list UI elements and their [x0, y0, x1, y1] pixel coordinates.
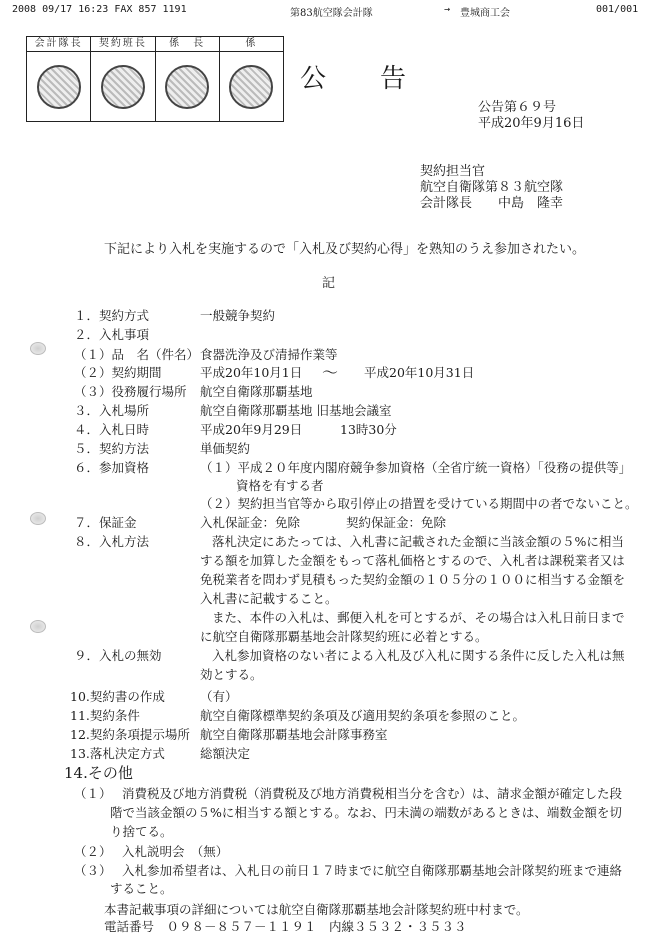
item-2-2-label: （２）契約期間 — [74, 365, 162, 380]
item-9-line: 効とする。 — [200, 667, 263, 682]
item-14-1-line: 階で当該金額の５%に相当する額とする。なお、円未満の端数があるときは、端数金額を切 — [110, 805, 622, 820]
item-4-label: ４．入札日時 — [74, 422, 150, 437]
item-8-line: 免税業者を問わず見積もった契約金額の１０５分の１００に相当する金額を — [200, 572, 626, 587]
item-8-line: また、本件の入札は、郵便入札を可とするが、その場合は入札日前日まで — [212, 610, 625, 625]
item-6-1-line1: （１）平成２０年度内閣府競争参加資格（全省庁統一資格）「役務の提供等」 — [200, 460, 632, 475]
item-12-label: 12.契約条項提示場所 — [70, 727, 190, 742]
item-2-3-value: 航空自衛隊那覇基地 — [200, 384, 313, 399]
item-2-label: ２．入札事項 — [74, 327, 150, 342]
approval-stamp-table — [26, 36, 284, 122]
stamp-header: 契約班長 — [91, 37, 154, 52]
item-14-3-number: （３） — [74, 863, 112, 878]
item-11-label: 11.契約条件 — [70, 708, 140, 723]
item-7-label: ７．保証金 — [74, 515, 137, 530]
item-10-value: （有） — [200, 689, 238, 704]
seal-stamp-icon — [37, 65, 81, 109]
item-8-line: する額を加算した金額をもって落札価格とするので、入札者は課税業者又は — [200, 553, 625, 568]
fax-page: 001/001 — [596, 4, 639, 15]
stamp-column-accounting-chief — [27, 37, 91, 121]
item-14-3-line: 入札参加希望者は、入札日の前日１７時までに航空自衛隊那覇基地会計隊契約班まで連絡 — [122, 863, 623, 878]
item-8-label: ８．入札方法 — [74, 534, 150, 549]
item-13-label: 13.落札決定方式 — [70, 746, 165, 761]
item-8-line: 落札決定にあたっては、入札書に記載された金額に当該金額の５%に相当 — [212, 534, 624, 549]
item-2-1-value: 食器洗浄及び清掃作業等 — [200, 347, 338, 362]
notice-date: 平成20年9月16日 — [478, 116, 585, 131]
item-8-line: 入札書に記載すること。 — [200, 591, 338, 606]
item-6-1-line2: 資格を有する者 — [236, 478, 324, 493]
item-11-value: 航空自衛隊標準契約条項及び適用契約条項を参照のこと。 — [200, 708, 526, 723]
issuer-name: 会計隊長 中島 隆幸 — [420, 196, 564, 211]
issuer-title: 契約担当官 — [420, 164, 486, 179]
item-14-1-line: 消費税及び地方消費税（消費税及び地方消費税相当分を含む）は、請求金額が確定した段 — [122, 786, 623, 801]
item-2-2-end: 平成20年10月31日 — [364, 365, 475, 380]
seal-stamp-icon — [101, 65, 145, 109]
notice-number: 公告第６９号 — [478, 100, 557, 115]
item-9-line: 入札参加資格のない者による入札及び入札に関する条件に反した入札は無 — [212, 648, 625, 663]
contact-phone: 電話番号 ０９８－８５７－１１９１ 内線３５３２・３５３３ — [104, 919, 467, 934]
item-2-1-label: （１）品 名（件名） — [74, 347, 200, 362]
item-3-value: 航空自衛隊那覇基地 旧基地会議室 — [200, 403, 392, 418]
punch-hole — [30, 512, 46, 525]
stamp-column-section-chief — [156, 37, 220, 121]
item-4-date: 平成20年9月29日 — [200, 422, 303, 437]
item-14-2-text: 入札説明会 （無） — [122, 844, 229, 859]
item-13-value: 総額決定 — [200, 746, 251, 761]
intro-text: 下記により入札を実施するので「入札及び契約心得」を熟知のうえ参加されたい。 — [104, 242, 586, 257]
item-6-label: ６．参加資格 — [74, 460, 150, 475]
fax-timestamp: 2008 09/17 16:23 FAX 857 1191 — [12, 4, 187, 15]
item-6-2: （２）契約担当官等から取引停止の措置を受けている期間中の者でないこと。 — [200, 496, 638, 511]
item-1-label: １．契約方式 — [74, 308, 150, 323]
stamp-header: 係 — [220, 37, 283, 52]
stamp-header: 会計隊長 — [27, 37, 90, 52]
item-14-2-number: （２） — [74, 844, 112, 859]
fax-recipient: 豊城商工会 — [460, 8, 510, 19]
item-10-label: 10.契約書の作成 — [70, 689, 165, 704]
stamp-column-contract-chief — [91, 37, 155, 121]
item-2-2-tilde: ～ — [322, 363, 339, 382]
item-12-value: 航空自衛隊那覇基地会計隊事務室 — [200, 727, 388, 742]
item-14-1-line: り捨てる。 — [110, 824, 173, 839]
stamp-column-staff — [220, 37, 283, 121]
punch-hole — [30, 342, 46, 355]
seal-stamp-icon — [229, 65, 273, 109]
item-5-value: 単価契約 — [200, 441, 251, 456]
fax-sender: 第83航空隊会計隊 — [290, 8, 373, 19]
contact-note: 本書記載事項の詳細については航空自衛隊那覇基地会計隊契約班中村まで。 — [104, 902, 529, 917]
item-4-time: 13時30分 — [340, 422, 397, 437]
item-14-label: 14.その他 — [64, 764, 133, 782]
punch-hole — [30, 620, 46, 633]
item-14-1-number: （１） — [74, 786, 112, 801]
item-1-value: 一般競争契約 — [200, 308, 276, 323]
page-title: 公 告 — [300, 64, 421, 94]
ki-heading: 記 — [322, 276, 336, 291]
stamp-header: 係 長 — [156, 37, 219, 52]
item-5-label: ５．契約方法 — [74, 441, 150, 456]
item-8-line: に航空自衛隊那覇基地会計隊契約班に必着とする。 — [200, 629, 488, 644]
item-7-bid-deposit: 入札保証金：免除 — [200, 515, 301, 530]
issuer-unit: 航空自衛隊第８３航空隊 — [420, 180, 564, 195]
seal-stamp-icon — [165, 65, 209, 109]
item-14-3-line: すること。 — [110, 881, 173, 896]
item-2-2-start: 平成20年10月1日 — [200, 365, 303, 380]
item-2-3-label: （３）役務履行場所 — [74, 384, 187, 399]
fax-arrow: → — [444, 4, 451, 15]
item-9-label: ９．入札の無効 — [74, 648, 162, 663]
item-7-contract-deposit: 契約保証金：免除 — [346, 515, 447, 530]
item-3-label: ３．入札場所 — [74, 403, 150, 418]
